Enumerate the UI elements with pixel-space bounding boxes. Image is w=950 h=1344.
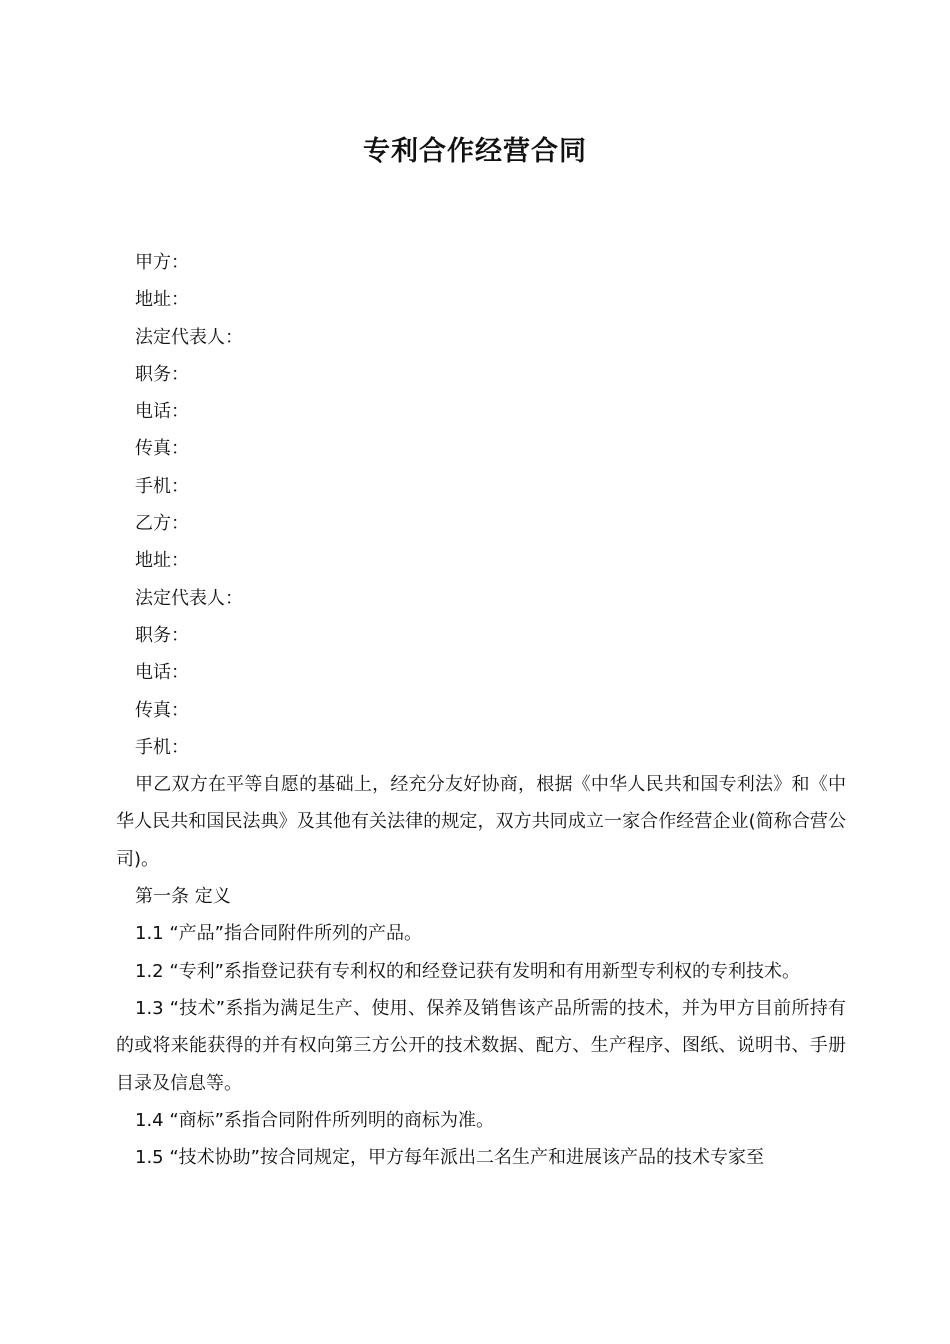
- document-body: [116, 244, 846, 1176]
- party-b-fax-field: 传真：: [135, 699, 189, 721]
- party-b-phone-field: 电话：: [135, 662, 189, 684]
- party-b-address-field: 地址：: [135, 550, 189, 572]
- clause-1-5: 1.5 “技术协助”按合同规定，甲方每年派出二名生产和进展该产品的技术专家至: [135, 1147, 764, 1169]
- party-b-name-field: 乙方：: [135, 513, 189, 535]
- party-a-phone-field: 电话：: [135, 401, 189, 423]
- document-title: 专利合作经营合同: [363, 136, 587, 167]
- party-a-position-field: 职务：: [135, 363, 189, 385]
- intro-paragraph: 甲乙双方在平等自愿的基础上，经充分友好协商，根据《中华人民共和国专利法》和《中华人民共和国民法典》及其他有关法律的规定，双方共同成立一家合作经营企业(简称合营公司)。: [116, 774, 846, 870]
- clause-1-3: 1.3 “技术”系指为满足生产、使用、保养及销售该产品所需的技术，并为甲方目前所持有的或将来能获得的并有权向第三方公开的技术数据、配方、生产程序、图纸、说明书、手册目录及信息等。: [116, 997, 846, 1094]
- clause-1-2: 1.2 “专利”系指登记获有专利权的和经登记获有发明和有用新型专利权的专利技术。: [135, 960, 800, 982]
- party-a-address-field: 地址：: [135, 289, 189, 311]
- party-b-position-field: 职务：: [135, 624, 189, 646]
- clause-1-1: 1.1 “产品”指合同附件所列的产品。: [135, 923, 422, 945]
- party-a-name-field: 甲方：: [135, 252, 189, 273]
- party-a-fax-field: 传真：: [135, 438, 189, 460]
- party-b-mobile-field: 手机：: [135, 736, 189, 758]
- party-a-mobile-field: 手机：: [135, 475, 189, 497]
- party-a-legal-rep-field: 法定代表人：: [135, 326, 243, 348]
- party-b-legal-rep-field: 法定代表人：: [135, 587, 243, 609]
- article-1-title: 第一条 定义: [135, 886, 231, 908]
- clause-1-4: 1.4 “商标”系指合同附件所列明的商标为准。: [135, 1109, 494, 1131]
